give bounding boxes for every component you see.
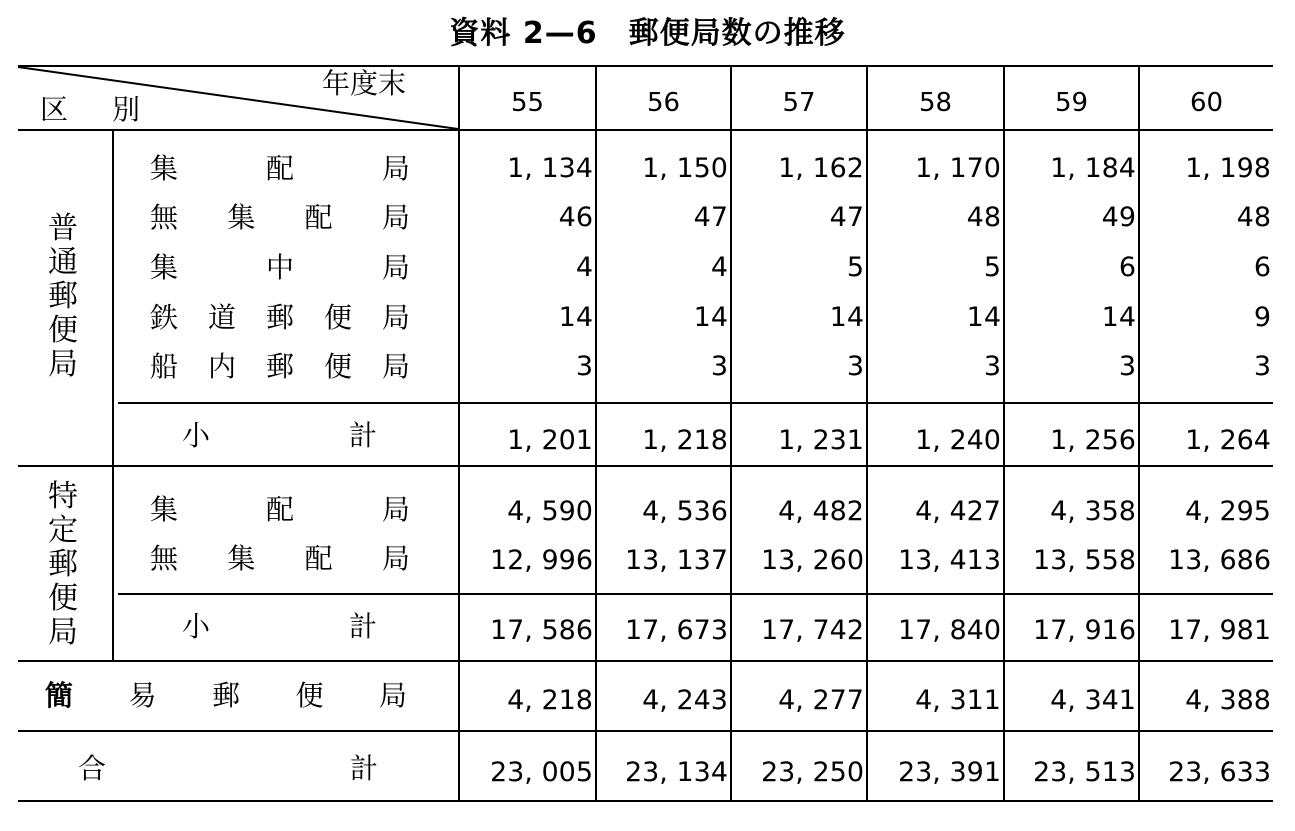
total-row-cell: 23, 005 (489, 757, 593, 788)
label-char: 集 (150, 251, 179, 284)
label-char: 計 (349, 752, 378, 785)
tokutei-row-cell: 4, 427 (915, 496, 1001, 527)
futsu-row-cell: 14 (966, 302, 1001, 333)
tokutei-subtotal-cell: 17, 586 (489, 615, 593, 646)
kani-row-cell: 4, 243 (642, 685, 728, 716)
tokutei-subtotal-cell: 17, 673 (624, 615, 728, 646)
futsu-subtotal-cell: 1, 256 (1050, 425, 1136, 456)
row-label (150, 252, 410, 284)
futsu-row-cell: 1, 162 (778, 153, 864, 184)
tokutei-row-cell: 13, 413 (897, 545, 1001, 576)
kani-row-cell: 4, 218 (507, 685, 593, 716)
futsu-row-cell: 4 (710, 252, 728, 283)
futsu-row-cell: 1, 184 (1050, 153, 1136, 184)
futsu-row-cell: 1, 134 (507, 153, 593, 184)
tokutei-row-cell: 4, 482 (778, 496, 864, 527)
label-char: 無 (150, 201, 179, 234)
futsu-row-cell: 14 (558, 302, 593, 333)
row-label (150, 302, 410, 334)
label-char: 局 (378, 679, 407, 712)
rule-tokutei-subtotal (118, 593, 1273, 595)
rule-tokutei-bottom (18, 660, 1273, 662)
rule-futsu-subtotal (118, 402, 1273, 404)
subtotal-label (182, 420, 377, 452)
futsu-row-cell: 1, 170 (915, 153, 1001, 184)
label-char: 局 (381, 201, 410, 234)
label-char: 郵 (265, 301, 294, 334)
year-header: 58 (918, 88, 953, 118)
futsu-subtotal-cell: 1, 201 (507, 425, 593, 456)
tokutei-row-cell: 13, 137 (624, 545, 728, 576)
futsu-row-cell: 5 (846, 252, 864, 283)
futsu-row-cell: 1, 198 (1185, 153, 1271, 184)
kani-row-cell: 4, 388 (1185, 685, 1271, 716)
label-char: 局 (381, 152, 410, 185)
row-label (150, 351, 410, 383)
label-char: 合 (78, 752, 107, 785)
total-row-cell: 23, 513 (1032, 757, 1136, 788)
tokutei-row-cell: 4, 590 (507, 496, 593, 527)
label-char: 郵 (48, 547, 78, 582)
futsu-row-cell: 9 (1253, 302, 1271, 333)
label-char: 便 (295, 679, 324, 712)
label-char: 配 (304, 201, 333, 234)
label-char: 小 (182, 610, 211, 643)
kani-row-cell: 4, 311 (915, 685, 1001, 716)
tokutei-row-cell: 13, 558 (1032, 545, 1136, 576)
label-char: 局 (381, 493, 410, 526)
label-char: 郵 (265, 350, 294, 383)
label-char: 特 (48, 479, 78, 514)
total-row-cell: 23, 391 (897, 757, 1001, 788)
futsu-row-cell: 1, 150 (642, 153, 728, 184)
futsu-row-cell: 48 (966, 202, 1001, 233)
year-header: 59 (1054, 88, 1089, 118)
futsu-row-cell: 3 (710, 351, 728, 382)
tokutei-row-cell: 4, 358 (1050, 496, 1136, 527)
futsu-row-cell: 14 (693, 302, 728, 333)
label-char: 中 (265, 251, 294, 284)
label-char: 集 (150, 493, 179, 526)
label-char: 配 (265, 493, 294, 526)
tokutei-row-cell: 4, 536 (642, 496, 728, 527)
label-char: 集 (150, 152, 179, 185)
futsu-row-cell: 3 (983, 351, 1001, 382)
row-label (150, 153, 410, 185)
rule-bottom (18, 800, 1273, 802)
rule-kani-bottom (18, 730, 1273, 732)
subtotal-label (182, 611, 377, 643)
year-header: 57 (782, 88, 816, 118)
total-row-cell: 23, 134 (624, 757, 728, 788)
label-char: 通 (48, 245, 78, 280)
kani-row-cell: 4, 341 (1050, 685, 1136, 716)
futsu-row-cell: 5 (983, 252, 1001, 283)
label-char: 集 (227, 201, 256, 234)
total-row-cell: 23, 633 (1167, 757, 1271, 788)
year-header: 56 (646, 88, 681, 118)
tokutei-row-cell: 13, 260 (760, 545, 864, 576)
futsu-row-cell: 14 (1101, 302, 1136, 333)
futsu-row-cell: 6 (1253, 252, 1271, 283)
futsu-row-cell: 3 (1253, 351, 1271, 382)
tokutei-row-cell: 13, 686 (1167, 545, 1271, 576)
label-char: 普 (48, 211, 78, 246)
label-char: 郵 (48, 279, 78, 314)
label-char: 易 (128, 679, 157, 712)
futsu-row-cell: 48 (1236, 202, 1271, 233)
tokutei-subtotal-cell: 17, 981 (1167, 615, 1271, 646)
total-label (78, 753, 378, 785)
label-char: 計 (348, 419, 377, 452)
futsu-row-cell: 47 (829, 202, 864, 233)
page-title: 資料 2—6 郵便局数の推移 (449, 16, 846, 51)
row-label-kani (45, 680, 407, 712)
tokutei-subtotal-cell: 17, 916 (1032, 615, 1136, 646)
label-char: 無 (150, 542, 179, 575)
label-char: 鉄 (150, 301, 179, 334)
label-char: 郵 (211, 679, 240, 712)
futsu-row-cell: 49 (1101, 202, 1136, 233)
futsu-row-cell: 14 (829, 302, 864, 333)
label-char: 小 (182, 419, 211, 452)
futsu-row-cell: 6 (1118, 252, 1136, 283)
label-char: 定 (48, 513, 78, 548)
year-header: 55 (510, 88, 545, 118)
futsu-subtotal-cell: 1, 218 (642, 425, 728, 456)
corner-bottom-label: 区 別 (40, 93, 149, 126)
futsu-row-cell: 46 (558, 202, 593, 233)
tokutei-row-cell: 4, 295 (1185, 496, 1271, 527)
label-char: 道 (207, 301, 236, 334)
tokutei-subtotal-cell: 17, 840 (897, 615, 1001, 646)
label-char: 便 (323, 301, 352, 334)
futsu-row-cell: 4 (575, 252, 593, 283)
tokutei-row-cell: 12, 996 (489, 545, 593, 576)
label-char: 配 (265, 152, 294, 185)
row-label (150, 494, 410, 526)
label-char: 局 (381, 301, 410, 334)
rule-group-col (112, 130, 114, 660)
futsu-subtotal-cell: 1, 240 (915, 425, 1001, 456)
row-label (150, 202, 410, 234)
tokutei-subtotal-cell: 17, 742 (760, 615, 864, 646)
corner-top-label: 年度末 (322, 67, 407, 100)
year-header: 60 (1189, 88, 1224, 118)
label-char: 内 (207, 350, 236, 383)
rule-futsu-bottom (18, 465, 1273, 467)
label-char: 便 (48, 581, 78, 616)
total-row-cell: 23, 250 (760, 757, 864, 788)
futsu-row-cell: 3 (1118, 351, 1136, 382)
kani-row-cell: 4, 277 (778, 685, 864, 716)
futsu-row-cell: 3 (575, 351, 593, 382)
label-char: 局 (381, 251, 410, 284)
label-char: 便 (323, 350, 352, 383)
label-char: 計 (348, 610, 377, 643)
label-char: 局 (381, 350, 410, 383)
futsu-row-cell: 47 (693, 202, 728, 233)
label-char: 簡 (45, 679, 74, 712)
label-char: 便 (48, 313, 78, 348)
group-label-futsu (45, 212, 81, 382)
label-char: 局 (48, 347, 78, 382)
group-label-tokutei (45, 480, 81, 650)
futsu-row-cell: 3 (846, 351, 864, 382)
label-char: 局 (381, 542, 410, 575)
futsu-subtotal-cell: 1, 264 (1185, 425, 1271, 456)
label-char: 集 (227, 542, 256, 575)
futsu-subtotal-cell: 1, 231 (778, 425, 864, 456)
label-char: 船 (150, 350, 179, 383)
row-label (150, 543, 410, 575)
label-char: 局 (48, 615, 78, 650)
label-char: 配 (304, 542, 333, 575)
